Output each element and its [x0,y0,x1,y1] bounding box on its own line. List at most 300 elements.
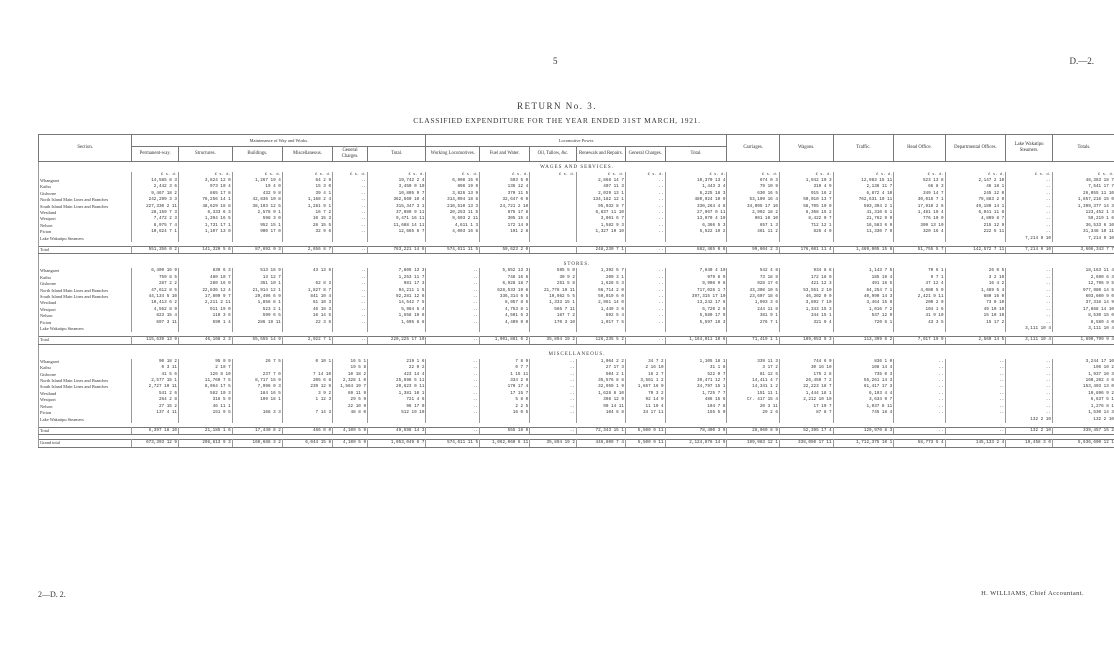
cell-value: 25,598 5 11 [368,378,426,384]
cell-value: 721 4 6 [368,397,426,403]
cell-value: .. [945,404,1006,410]
cell-value: 1,937 10 3 [1052,372,1114,378]
cell-value: 34,797 15 1 [665,384,727,390]
cell-value: 1,667 16 0 [625,384,665,390]
cell-value: .. [894,404,945,410]
cell-value: 3,464 15 8 [833,300,894,306]
cell-value: 17,809 9 7 [179,294,233,300]
shillings-label: s. [714,172,719,177]
cell-value: 28,159 7 3 [132,210,179,216]
cell-value: 41 5 6 [132,372,179,378]
cell-value: 9,503 2 11 [426,216,480,222]
cell-value: 27 15 2 [132,404,179,410]
cell-value: 52,395 17 4 [779,427,833,434]
cell-value: 46,302 0 0 [779,294,833,300]
cell-value: 744 6 0 [779,359,833,365]
cell-value: .. [426,384,480,390]
cell-value: 745 18 4 [833,410,894,416]
cell-value: .. [426,320,480,326]
cell-value: 898 19 9 [426,184,480,190]
cell-value: .. [625,210,665,216]
cell-value: 4,809 8 7 [945,216,1006,222]
cell-value: 915 16 2 [779,191,833,197]
cell-value: 34 7 2 [625,359,665,365]
cell-value: 176,601 11 4 [779,246,833,253]
cell-value: 381 9 1 [727,313,780,319]
cell-value: .. [333,300,368,306]
cell-value: 1,253 11 7 [368,275,426,281]
cell-value: .. [945,397,1006,403]
cell-value: 7,214 9 10 [1052,236,1114,242]
cell-value: 24,721 2 10 [480,204,530,210]
cell-value: 160,202 4 6 [1052,378,1114,384]
cell-value: 762,631 10 11 [833,197,894,203]
cell-value: .. [1006,320,1053,326]
cell-value: 3,824 12 0 [179,178,233,184]
cell-value: 2,124,876 14 9 [665,440,727,447]
cell-value: 13 12 7 [232,275,282,281]
cell-value: 81 12 5 [727,372,780,378]
cell-value: 16 14 5 [282,313,332,319]
cell-value: 9,908 9 6 [665,281,727,287]
cell-value: .. [426,307,480,313]
cell-value: 40,990 14 3 [833,294,894,300]
cell-value: 603,600 9 0 [1052,294,1114,300]
cell-value: .. [333,307,368,313]
section-total-row [39,427,1114,434]
cell-value: 287 2 2 [132,281,179,287]
row-label: Westland [39,391,132,397]
row-label: Total [39,337,132,344]
cell-value: 338,050 17 11 [779,440,833,447]
cell-value: 175 2 8 [779,372,833,378]
cell-value: 12,796 9 5 [1052,281,1114,287]
cell-value: 3,606,343 7 7 [1052,246,1114,253]
cell-value: 598 3 0 [232,216,282,222]
cell-value: 776 10 0 [894,216,945,222]
cell-value: 1,105 18 1 [665,359,727,365]
cell-value: 61,417 17 3 [833,384,894,390]
cell-value: .. [1006,184,1053,190]
cell-value: 10 15 3 [282,216,332,222]
cell-value: 2,421 9 11 [894,294,945,300]
cell-value: 4,109 5 9 [333,427,368,434]
cell-value: 141,320 5 6 [179,246,233,253]
cell-value: 219 1 6 [368,359,426,365]
cell-value: 32 9 6 [282,229,332,235]
cell-value: 14,542 7 5 [368,300,426,306]
cell-value: 344 15 1 [779,313,833,319]
cell-value: 90 18 2 [132,359,179,365]
cell-value: 8,580 4 0 [1052,320,1114,326]
cell-value: 59,219 1 6 [1052,216,1114,222]
cell-value: 599 1 4 [179,320,233,326]
cell-value: 73 18 8 [727,275,780,281]
cell-value: .. [625,216,665,222]
row-label: Grand total [39,440,132,447]
cell-value: 551,356 0 2 [132,246,179,253]
row-label: Picton [39,410,132,416]
cell-value: .. [333,275,368,281]
cell-value: 248,230 7 1 [576,246,625,253]
cell-value: 2,868 14 7 [576,178,625,184]
cell-value: 5 8 0 [480,397,530,403]
col-general-charges: General Charges. [333,147,368,162]
cell-value: 94,211 1 5 [368,288,426,294]
cell-value: 421 12 3 [779,281,833,287]
cell-value: 7,640 4 10 [665,268,727,274]
cell-value: 10,458 3 0 [1006,440,1053,447]
cell-value: 5,500 9 11 [625,427,665,434]
cell-value: 880 16 0 [945,294,1006,300]
cell-value: 1,731 17 1 [179,223,233,229]
cell-value: .. [426,337,480,344]
row-label: Nelson [39,313,132,319]
cell-value: .. [1006,216,1053,222]
cell-value: .. [426,268,480,274]
pounds-label: £ [927,172,930,177]
cell-value: .. [426,294,480,300]
cell-value: 126 8 10 [179,372,233,378]
cell-value: 7 14 10 [282,372,332,378]
pence-label: d. [172,172,178,177]
cell-value: 58,705 10 0 [779,204,833,210]
cell-value: .. [1006,372,1053,378]
cell-value: 76,256 14 1 [179,197,233,203]
cell-value: 865 17 8 [179,191,233,197]
cell-value: 172 14 9 [480,223,530,229]
cell-value: 6,366 5 3 [665,223,727,229]
col-buildings: Buildings. [232,147,282,162]
cell-value: 78,400 3 9 [665,427,727,434]
cell-value: 71,419 1 1 [727,337,780,344]
cell-value: 3,634 9 7 [833,397,894,403]
cell-value: 1,564 19 7 [333,384,368,390]
col-lake-wakatipu-steamers: Lake Wakatipu Steamers. [1006,135,1053,162]
row-label: Kaihu [39,184,132,190]
pence-label: d. [619,172,624,177]
cell-value: 4,409 9 0 [480,320,530,326]
cell-value: .. [1006,197,1053,203]
cell-value: 349 14 7 [894,191,945,197]
cell-value: 4,080 5 9 [894,288,945,294]
cell-value: 1,267 19 4 [232,178,282,184]
cell-value: 237 7 0 [232,372,282,378]
cell-value: 22,836 12 4 [179,288,233,294]
cell-value: 2,560 14 5 [945,337,1006,344]
cell-value: 220,225 17 10 [368,337,426,344]
pence-label: d. [1109,172,1114,177]
row-label: Picton [39,320,132,326]
cell-value: 239 12 9 [282,384,332,390]
cell-value: 31,348 10 11 [1052,229,1114,235]
cell-value: 17,440 8 2 [232,427,282,434]
cell-value: 50,010 13 7 [779,197,833,203]
cell-value: 170 3 10 [530,320,577,326]
cell-value: .. [1006,288,1053,294]
row-label: Gisborne [39,372,132,378]
cell-value [530,246,577,253]
cell-value: 1,053,049 6 7 [368,440,426,447]
pounds-label: £ [815,172,818,177]
cell-value: 62 8 3 [282,281,332,287]
pounds-label: £ [607,172,611,177]
cell-value: 17,910 2 6 [894,204,945,210]
cell-value: 1,444 18 1 [779,391,833,397]
cell-value: .. [625,288,665,294]
cell-value: 36,533 6 10 [1052,223,1114,229]
cell-value: .. [894,391,945,397]
cell-value: 30 9 2 [530,275,577,281]
cell-value: 17 10 7 [779,404,833,410]
cell-value: 1,449 3 6 [576,307,625,313]
pounds-label: £ [462,172,465,177]
cell-value: 32,959 1 9 [576,384,625,390]
cell-value: 37,318 14 9 [1052,300,1114,306]
cell-value: .. [530,404,577,410]
cell-value: .. [426,427,480,434]
cell-value: 4,753 8 1 [480,307,530,313]
cell-value: .. [426,378,480,384]
cell-value: 3,111 10 4 [1006,326,1053,332]
row-label: South Island Main Lines and Branches [39,384,132,390]
cell-value: 2,656 8 7 [282,246,332,253]
cell-value: 26 7 5 [232,359,282,365]
cell-value: 31 1 8 [665,365,727,371]
cell-value: .. [530,384,577,390]
cell-value: 245 12 0 [945,191,1006,197]
cell-value: 9,471 16 11 [368,216,426,222]
cell-value: 27,967 0 11 [665,210,727,216]
cell-value: 1,605 8 8 [368,320,426,326]
cell-value: .. [1006,300,1053,306]
cell-value: 1,392 6 7 [576,268,625,274]
pence-label: d. [659,172,664,177]
cell-value: 210,510 13 3 [426,204,480,210]
cell-value: 28 15 5 [282,223,332,229]
cell-value: 51,755 5 7 [894,246,945,253]
pence-label: d. [1046,172,1051,177]
cell-value: 109 18 1 [232,397,282,403]
shillings-label: s. [516,172,522,177]
cell-value: .. [625,275,665,281]
cell-value: 46 18 1 [945,184,1006,190]
cell-value: 0 3 11 [132,365,179,371]
cell-value: 5,580 17 9 [665,313,727,319]
cell-value: 4,562 8 9 [132,307,179,313]
cell-value: 7,996 0 3 [232,384,282,390]
cell-value: 309 13 10 [894,223,945,229]
cell-value: 137 4 11 [132,410,179,416]
cell-value: 58,773 5 4 [894,440,945,447]
cell-value: 14,341 1 2 [727,384,780,390]
cell-value: 423 14 4 [368,372,426,378]
cell-value: 170 17 4 [480,384,530,390]
footer-signature: H. WILLIAMS, Chief Accountant. [981,590,1084,597]
cell-value: 1,394 16 5 [179,216,233,222]
cell-value: .. [530,365,577,371]
cell-value: 95,032 8 7 [576,204,625,210]
row-label: South Island Main Lines and Branches [39,204,132,210]
cell-value: 1,168 2 4 [282,197,332,203]
cell-value: 48 8 0 [333,410,368,416]
cell-value: .. [1006,404,1053,410]
cell-value: 952 15 1 [232,223,282,229]
cell-value: 79,883 2 0 [945,197,1006,203]
section-total-row [39,246,1114,253]
cell-value: 59,623 2 0 [480,246,530,253]
cell-value: 1,857,216 15 0 [1052,197,1114,203]
cell-value: 129,970 8 3 [833,427,894,434]
cell-value: 8,064 17 5 [179,384,233,390]
cell-value: .. [333,246,368,253]
cell-value: 32,647 0 0 [480,197,530,203]
cell-value: 339,457 15 2 [1052,427,1114,434]
cell-value: 4,003 16 8 [426,229,480,235]
cell-value: 34,095 17 10 [727,204,780,210]
cell-value: .. [625,229,665,235]
cell-value: 334 2 9 [480,378,530,384]
cell-value: 99,604 2 3 [727,246,780,253]
cell-value: 6,928 18 7 [480,281,530,287]
cell-value: 5,636,600 12 1 [1052,440,1114,447]
cell-value: 43 13 6 [282,268,332,274]
cell-value: 205 6 8 [282,378,332,384]
shillings-label: s. [820,172,825,177]
expenditure-table-body [39,161,1114,447]
cell-value: 151 11 1 [727,391,780,397]
cell-value: 513 16 9 [232,268,282,274]
cell-value: 26 0 5 [945,268,1006,274]
cell-value: 1,993 3 6 [727,300,780,306]
cell-value: .. [945,384,1006,390]
cell-value: 2 16 10 [625,365,665,371]
cell-value: .. [333,281,368,287]
cell-value: 1,281 9 1 [282,204,332,210]
shillings-label: s. [1039,172,1045,177]
cell-value: 55,261 14 3 [833,378,894,384]
cell-value: .. [1006,178,1053,184]
row-label: Westport [39,307,132,313]
pence-label: d. [720,172,726,177]
expenditure-table [38,134,1114,448]
cell-value: 11,769 7 5 [179,378,233,384]
cell-value: 973 10 4 [179,184,233,190]
cell-value: .. [945,391,1006,397]
cell-value: 6,368 15 2 [779,210,833,216]
col-traffic: Traffic. [833,135,894,162]
cell-value: 151 9 5 [179,410,233,416]
cell-value: 1,725 7 7 [665,391,727,397]
cell-value: .. [894,384,945,390]
cell-value: 15 3 0 [282,184,332,190]
row-label: Whangarei [39,268,132,274]
cell-value: .. [894,397,945,403]
cell-value: .. [1006,365,1053,371]
cell-value: 875 17 8 [480,210,530,216]
cell-value: 155 5 0 [665,410,727,416]
cell-value: 10 18 2 [333,372,368,378]
row-label: Gisborne [39,281,132,287]
cell-value: 145,133 2 4 [945,440,1006,447]
shillings-label: s. [992,172,998,177]
cell-value: .. [530,410,577,416]
cell-value: 1,469,005 15 8 [833,246,894,253]
cell-value: 132 2 10 [1052,417,1114,423]
cell-value: 977,980 14 5 [1052,288,1114,294]
cell-value: 200 3 1 [576,275,625,281]
cell-value: 2,690 6 3 [1052,275,1114,281]
col-working-locomotives: Working Locomotives. [426,147,480,162]
page-reference: D.—2. [1069,56,1094,66]
pounds-label: £ [408,172,411,177]
cell-value: 1,628 8 10 [576,391,625,397]
cell-value: 29 2 6 [727,410,780,416]
cell-value: 3 9 2 [282,391,332,397]
cell-value: 251 5 8 [530,281,577,287]
shillings-label: s. [219,172,224,177]
cell-value: 46 18 3 [282,307,332,313]
cell-value: 132 2 10 [1006,417,1053,423]
cell-value: 49,180 14 1 [945,204,1006,210]
pounds-label: £ [876,172,879,177]
cell-value: 759 8 5 [132,275,179,281]
cell-value: 6,409 16 9 [132,268,179,274]
cell-value: 8,975 7 4 [132,223,179,229]
cell-value: 1,017 7 5 [576,320,625,326]
page-number: 5 [553,56,558,66]
row-label: Westport [39,216,132,222]
cell-value: 6,637 5 1 [1052,397,1114,403]
cell-value: .. [945,410,1006,416]
cell-value: 8,957 8 5 [480,300,530,306]
cell-value: 1,276 8 1 [1052,404,1114,410]
cell-value: 928 17 6 [727,281,780,287]
row-label: Nelson [39,223,132,229]
cell-value: 14,411 4 7 [727,378,780,384]
row-label: Lake Wakatipu Steamers [39,236,132,242]
header-row-group [39,135,1114,147]
cell-value: 934 8 8 [779,268,833,274]
cell-value: 565 7 11 [530,307,577,313]
row-label: Lake Wakatipu Steamers [39,417,132,423]
cell-value: .. [894,359,945,365]
cell-value: 46,108 2 3 [179,337,233,344]
cell-value: 264 2 8 [132,397,179,403]
cell-value: 48,629 18 8 [179,204,233,210]
return-title: RETURN No. 3. [517,101,597,111]
section-heading-row [39,349,1114,359]
section-heading: WAGES AND SERVICES. [39,161,1114,172]
cell-value: 7,214 9 10 [1006,246,1053,253]
cell-value: .. [333,288,368,294]
cell-value: 735 0 3 [833,372,894,378]
cell-value: .. [333,178,368,184]
cell-value: .. [1006,410,1053,416]
shillings-label: s. [652,172,657,177]
cell-value: 17 15 7 [480,391,530,397]
cell-value: .. [1006,391,1053,397]
cell-value: 3,111 10 4 [1052,326,1114,332]
cell-value: 47 12 4 [894,281,945,287]
cell-value: .. [625,294,665,300]
cell-value: .. [333,204,368,210]
cell-value: 2,577 15 1 [132,378,179,384]
cell-value: 2,147 2 10 [945,178,1006,184]
shillings-label: s. [269,172,275,177]
cell-value: 523 2 1 [232,307,282,313]
cell-value: 21,185 1 6 [179,427,233,434]
